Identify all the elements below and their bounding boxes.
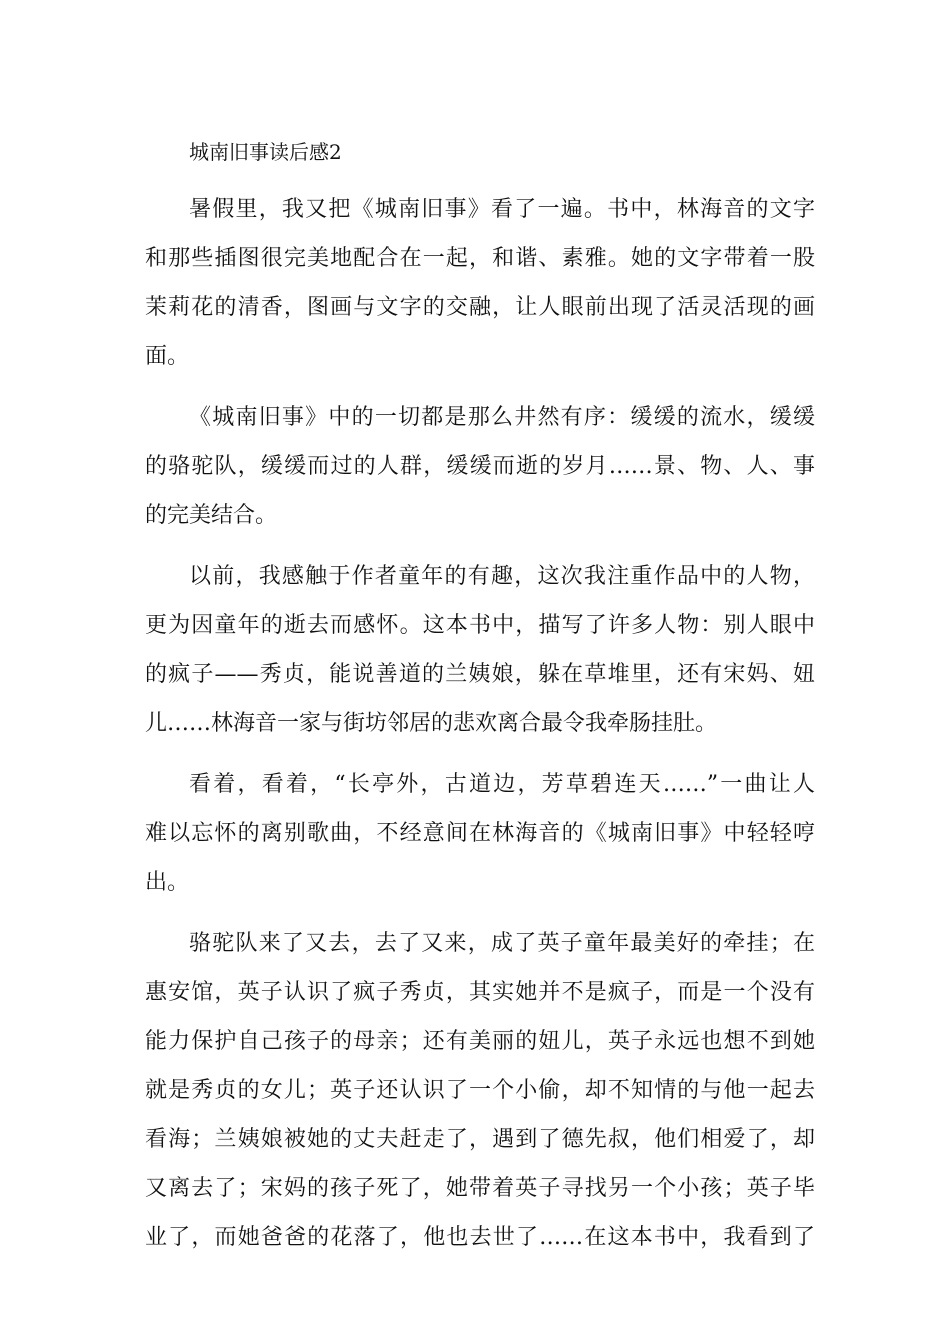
text-line: 面。	[145, 344, 190, 369]
text-line: 出。	[145, 870, 190, 895]
text-line: 暑假里，我又把《城南旧事》看了一遍。书中，林海音的文字	[189, 197, 815, 222]
paragraph-2	[145, 393, 815, 540]
text-line: 就是秀贞的女儿；英子还认识了一个小偷，却不知情的与他一起去	[145, 1078, 815, 1103]
text-line: 看着，看着，“长亭外，古道边，芳草碧连天……”一曲让人	[189, 772, 815, 797]
text-line: 业了，而她爸爸的花落了，他也去世了……在这本书中，我看到了	[145, 1225, 815, 1250]
text-line: 又离去了；宋妈的孩子死了，她带着英子寻找另一个小孩；英子毕	[145, 1176, 815, 1201]
text-line: 惠安馆，英子认识了疯子秀贞，其实她并不是疯子，而是一个没有	[145, 980, 815, 1005]
text-line: 看海；兰姨娘被她的丈夫赶走了，遇到了德先叔，他们相爱了，却	[145, 1127, 815, 1152]
document-title: 城南旧事读后感2	[189, 140, 342, 164]
text-line: 的疯子——秀贞，能说善道的兰姨娘，躲在草堆里，还有宋妈、妞	[145, 662, 815, 687]
text-line: 难以忘怀的离别歌曲，不经意间在林海音的《城南旧事》中轻轻哼	[145, 821, 815, 846]
text-line: 的骆驼队，缓缓而过的人群，缓缓而逝的岁月……景、物、人、事	[145, 454, 815, 479]
text-line: 骆驼队来了又去，去了又来，成了英子童年最美好的牵挂；在	[189, 931, 815, 956]
text-line: 茉莉花的清香，图画与文字的交融，让人眼前出现了活灵活现的画	[145, 295, 815, 320]
text-line: 能力保护自己孩子的母亲；还有美丽的妞儿，英子永远也想不到她	[145, 1029, 815, 1054]
text-line: 儿……林海音一家与街坊邻居的悲欢离合最令我牵肠挂肚。	[145, 711, 718, 736]
paragraph-5	[145, 919, 815, 1262]
paragraph-3	[145, 552, 815, 748]
text-line: 和那些插图很完美地配合在一起，和谐、素雅。她的文字带着一股	[145, 246, 815, 271]
text-line: 以前，我感触于作者童年的有趣，这次我注重作品中的人物，	[189, 564, 815, 589]
paragraph-1	[145, 185, 815, 381]
text-line: 更为因童年的逝去而感怀。这本书中，描写了许多人物：别人眼中	[145, 613, 815, 638]
text-line: 的完美结合。	[145, 503, 278, 528]
document-body	[145, 131, 815, 1262]
paragraph-4	[145, 760, 815, 907]
text-line: 《城南旧事》中的一切都是那么井然有序：缓缓的流水，缓缓	[189, 405, 815, 430]
